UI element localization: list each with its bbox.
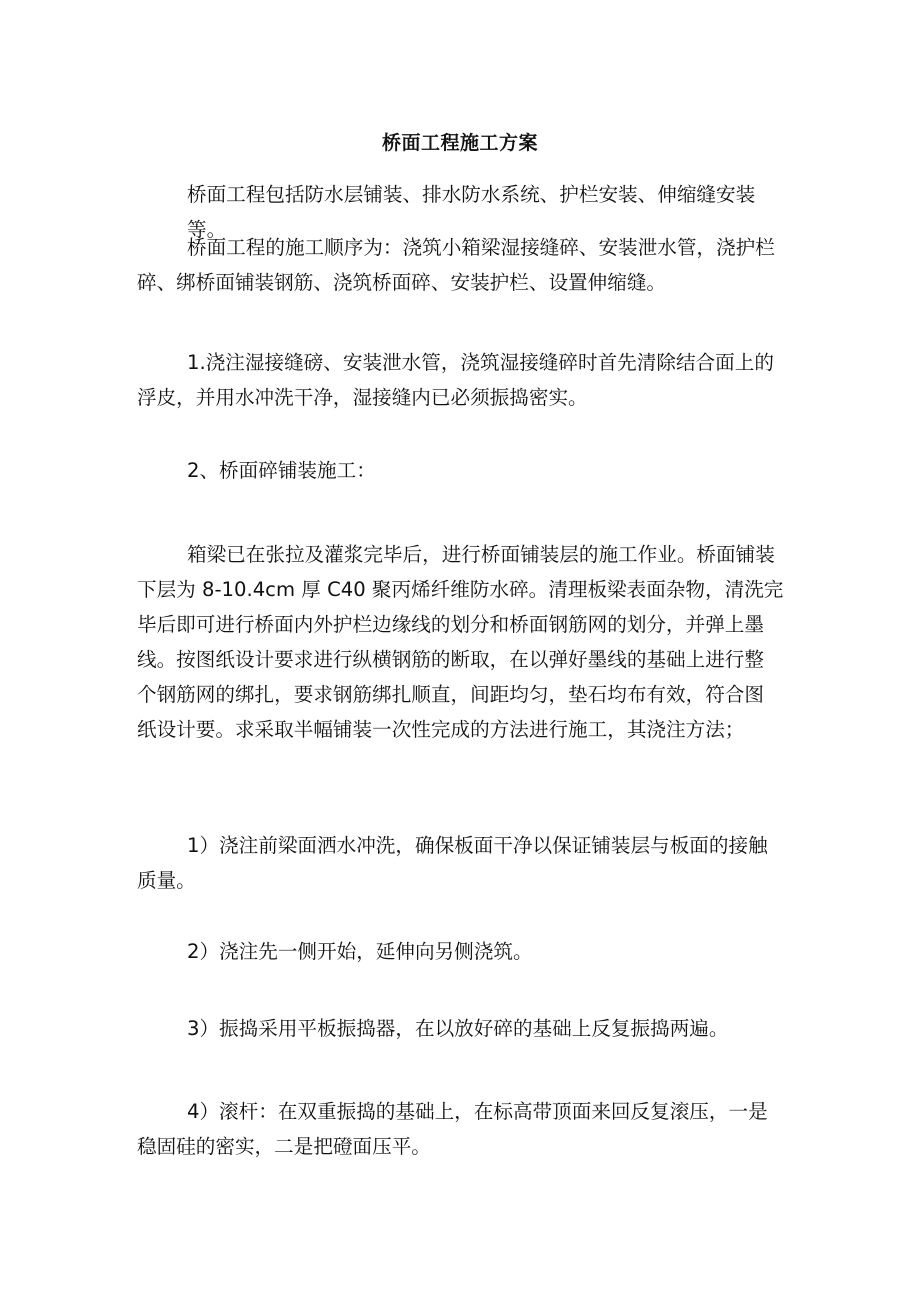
text-line: 毕后即可进行桥面内外护栏边缘线的划分和桥面钢筋网的划分，并弹上墨: [137, 613, 764, 636]
text-line: 1.浇注湿接缝磅、安装泄水管，浇筑湿接缝碎时首先清除结合面上的: [187, 351, 774, 374]
paragraph-item-2: [137, 934, 787, 969]
text-line: 4）滚杆：在双重振捣的基础上，在标高带顶面来回反复滚压，一是: [187, 1100, 768, 1123]
text-line: 3）振捣采用平板振捣器，在以放好碎的基础上反复振捣两遍。: [187, 1017, 729, 1040]
text-line: 稳固硅的密实，二是把磴面压平。: [137, 1135, 431, 1158]
text-line: 个钢筋网的绑扎，要求钢筋绑扎顺直，间距均匀，垫石均布有效，符合图: [137, 683, 764, 706]
paragraph-item-1: [137, 828, 787, 898]
text-line: 纸设计要。求采取半幅铺装一次性完成的方法进行施工，其浇注方法；: [137, 718, 745, 741]
paragraph-step-2-heading: [137, 453, 787, 488]
paragraph-sequence: [137, 230, 787, 300]
text-line: 下层为 8-10.4cm 厚 C40 聚丙烯纤维防水碎。清理板梁表面杂物，清洗完: [137, 578, 784, 601]
text-line: 碎、绑桥面铺装钢筋、浇筑桥面碎、安装护栏、设置伸缩缝。: [137, 271, 667, 294]
text-line: 2）浇注先一侧开始，延伸向另侧浇筑。: [187, 940, 533, 963]
text-line: 桥面工程包括防水层铺装、排水防水系统、护栏安装、伸缩缝安装等。: [187, 183, 756, 241]
paragraph-step-1: [137, 345, 787, 415]
text-line: 质量。: [137, 869, 196, 892]
text-line: 箱梁已在张拉及灌浆完毕后，进行桥面铺装层的施工作业。桥面铺装: [187, 543, 775, 566]
text-line: 桥面工程的施工顺序为：浇筑小箱梁湿接缝碎、安装泄水管，浇护栏: [187, 236, 775, 259]
text-line: 2、桥面碎铺装施工：: [187, 459, 376, 482]
text-line: 浮皮，并用水冲洗干净，湿接缝内已必须振捣密实。: [137, 386, 588, 409]
text-line: 1）浇注前梁面洒水冲洗，确保板面干净以保证铺装层与板面的接触: [187, 834, 768, 857]
paragraph-item-4: [137, 1094, 787, 1164]
document-title: 桥面工程施工方案: [381, 132, 538, 154]
text-line: 线。按图纸设计要求进行纵横钢筋的断取，在以弹好墨线的基础上进行整: [137, 648, 764, 671]
paragraph-item-3: [137, 1011, 787, 1046]
paragraph-deck-paving: [137, 537, 787, 747]
